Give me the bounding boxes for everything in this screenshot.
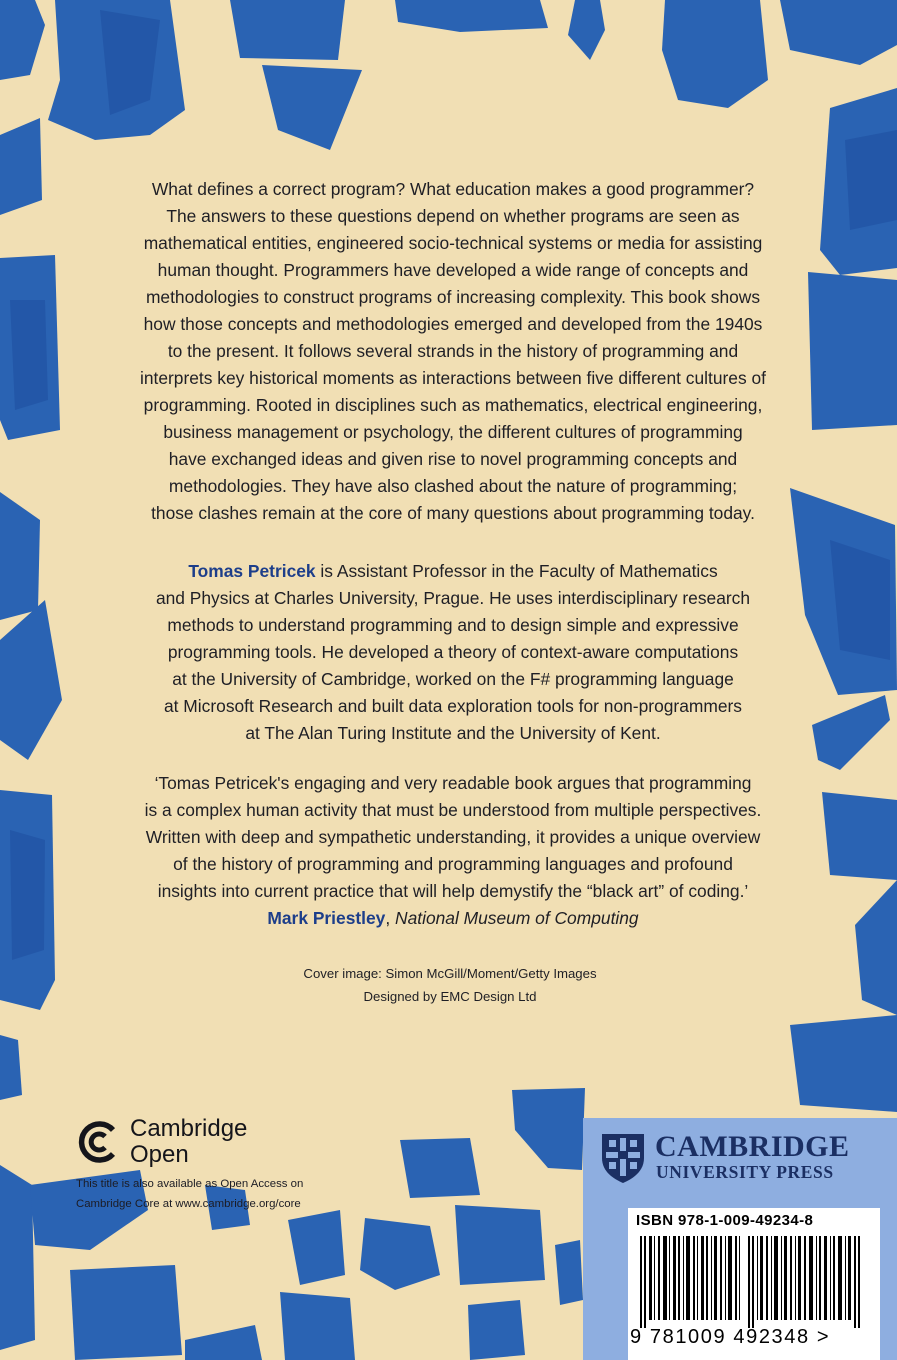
isbn-label: ISBN 978-1-009-49234-8 [636,1212,814,1229]
description-line: What defines a correct program? What education makes a good programmer? [151,179,755,199]
reviewer-affiliation: National Museum of Computing [395,908,639,928]
publisher-name: CAMBRIDGE [655,1130,850,1163]
barcode-box [628,1208,880,1360]
cover-credits [160,962,740,1008]
cambridge-open-word2: Open [130,1141,189,1168]
bio-line: methods to understand programming and to design simple and expressive [167,615,739,635]
quote-line: of the history of programming and programming languages and profound [173,854,733,874]
author-bio [108,558,798,747]
description-line: methodologies to construct programs of increasing complexity. This book shows [145,287,761,307]
open-access-note-line2: Cambridge Core at www.cambridge.org/core [76,1198,301,1210]
description-line: how those concepts and methodologies emerged and developed from the 1940s [143,314,763,334]
quote-line: is a complex human activity that must be understood from multiple perspectives. [144,800,762,820]
publisher-subname: UNIVERSITY PRESS [656,1162,834,1182]
description-line: interprets key historical moments as interactions between five different cultures of [139,368,767,388]
description-line: methodologies. They have also clashed about the nature of programming; [168,476,738,496]
quote-line: insights into current practice that will help demystify the “black art” of coding.’ [157,881,749,901]
bio-line: at the University of Cambridge, worked on the F# programming language [172,669,734,689]
bio-line: at Microsoft Research and built data exploration tools for non-programmers [163,696,743,716]
cover-image-credit: Cover image: Simon McGill/Moment/Getty Images [303,966,597,981]
bio-line: is Assistant Professor in the Faculty of Mathematics [315,561,718,581]
bio-line: and Physics at Charles University, Prague. He uses interdisciplinary research [155,588,751,608]
barcode-icon [640,1236,868,1328]
endorsement-quote: ‘Tomas Petricek's engaging and very readable book argues that programming is a complex human activity that must be understood from multiple perspectives. Written with deep and sympathetic understanding, it provides a unique overview of the history of programming and programming languages and profound insights into current practice that will help demystify the “black art” of coding.’ Mark Priestley, National Museum of Computing [144,773,762,928]
barcode-digits: 9 781009 492348 > [630,1326,831,1348]
bio-line: programming tools. He developed a theory of context-aware computations [167,642,739,662]
reviewer-name: Mark Priestley [267,908,386,928]
cambridge-open-c-icon [76,1120,120,1164]
cambridge-shield-icon [600,1132,646,1184]
open-access-note [76,1174,376,1214]
description-line: human thought. Programmers have developed a wide range of concepts and [157,260,749,280]
description-line: The answers to these questions depend on whether programs are seen as [166,206,740,226]
description-line: business management or psychology, the different cultures of programming [163,422,743,442]
description-line: those clashes remain at the core of many questions about programming today. [151,503,755,523]
description-line: programming. Rooted in disciplines such as mathematics, electrical engineering, [143,395,763,415]
author-name: Tomas Petricek [188,561,316,581]
description-line: have exchanged ideas and given rise to novel programming concepts and [168,449,738,469]
description-line: mathematical entities, engineered socio-technical systems or media for assisting [143,233,763,253]
publisher-panel [583,1118,897,1360]
design-credit: Designed by EMC Design Ltd [363,989,537,1004]
open-access-note-line1: This title is also available as Open Access on [76,1178,304,1190]
quote-line: Written with deep and sympathetic understanding, it provides a unique overview [145,827,761,847]
quote-line: ‘Tomas Petricek's engaging and very readable book argues that programming [154,773,752,793]
description-line: to the present. It follows several strands in the history of programming and [167,341,739,361]
cambridge-open-word1: Cambridge [130,1115,248,1142]
book-description [108,176,798,527]
bio-line: at The Alan Turing Institute and the University of Kent. [245,723,661,743]
